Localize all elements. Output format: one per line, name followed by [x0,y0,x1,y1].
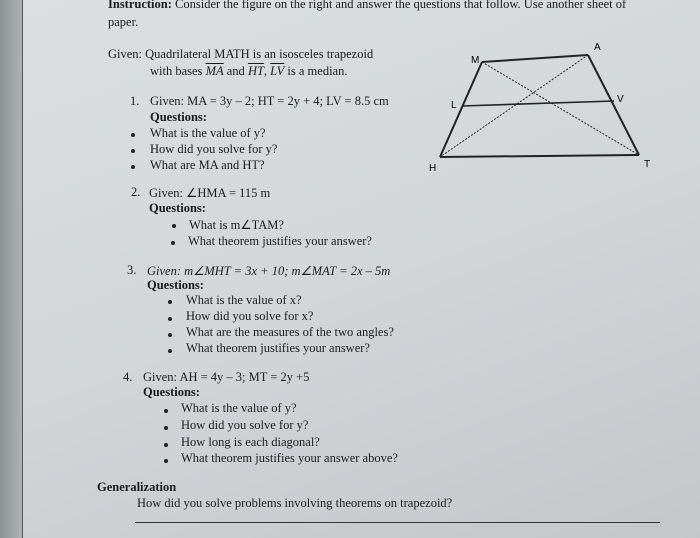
bullet [172,224,176,228]
instruction-label: Instruction: [108,0,172,11]
problem-4-number: 4. [123,370,133,384]
bullet [168,333,172,337]
problem-4-question: What is the value of y? [181,401,297,415]
problem-1-given: Given: MA = 3y – 2; HT = 2y + 4; LV = 8.5 cm [150,94,389,108]
problem-1-number: 1. [130,94,140,108]
label-t: T [644,159,651,170]
given-text: is a median. [287,64,348,78]
problem-1-question: What is the value of y? [150,126,266,140]
problem-4-given: Given: AH = 4y – 3; MT = 2y +5 [143,370,310,384]
problem-3-question: How did you solve for x? [186,309,314,323]
problem-4-question: How long is each diagonal? [181,435,320,449]
median-lv [462,101,614,106]
problem-2-number: 2. [131,185,141,199]
bullet [168,300,172,304]
base-ma [482,55,588,62]
generalization-title: Generalization [97,480,177,494]
bullet [168,349,172,353]
problem-1-question: How did you solve for y? [150,142,278,156]
bullet [131,165,135,169]
problem-1-questions-label: Questions: [150,110,207,124]
problem-2-question: What theorem justifies your answer? [188,234,372,248]
bullet [164,443,168,447]
bullet [164,459,168,463]
instruction-text-2: paper. [108,15,139,29]
answer-line[interactable] [135,522,660,523]
problem-3-question: What is the value of x? [186,293,302,307]
problem-4-question: What theorem justifies your answer above? [181,451,398,465]
bullet [171,241,175,245]
given-text: and [226,64,245,78]
problem-3-question: What are the measures of the two angles? [186,325,394,339]
bullet [131,133,135,137]
leg-at [588,55,639,155]
base-ht [440,155,639,157]
label-m: M [471,55,480,66]
problem-2-given: Given: ∠HMA = 115 m [149,186,271,200]
given-text: , [263,64,268,78]
bullet [164,426,168,430]
segment-lv: $\overline{LV}$ [270,64,285,78]
problem-4-questions-label: Questions: [143,385,200,399]
segment-ma: $\overline{MA}$ [205,64,224,78]
problem-3-given: Given: m∠MHT = 3x + 10; m∠MAT = 2x – 5m [147,264,391,278]
label-a: A [594,42,601,53]
given-line-1: Given: Quadrilateral MATH is an isosceles trapezoid [108,47,374,61]
problem-3-question: What theorem justifies your answer? [186,341,370,355]
label-h: H [429,163,437,174]
problem-2-questions-label: Questions: [149,201,206,215]
label-l: L [451,100,457,111]
problem-2-question: What is m∠TAM? [189,218,284,232]
bullet [131,149,135,153]
segment-ht: $\overline{HT}$ [247,64,264,78]
label-v: V [617,94,624,105]
given-text: with bases [150,64,203,78]
instruction-text: Consider the figure on the right and answer the questions that follow. Use another sheet of [175,0,627,11]
problem-4-question: How did you solve for y? [181,418,309,432]
problem-3-number: 3. [127,263,137,277]
generalization-question: How did you solve problems involving theorems on trapezoid? [137,496,453,510]
bullet [164,409,168,413]
bullet [168,317,172,321]
problem-3-questions-label: Questions: [147,278,204,292]
problem-1-question: What are MA and HT? [150,158,265,172]
